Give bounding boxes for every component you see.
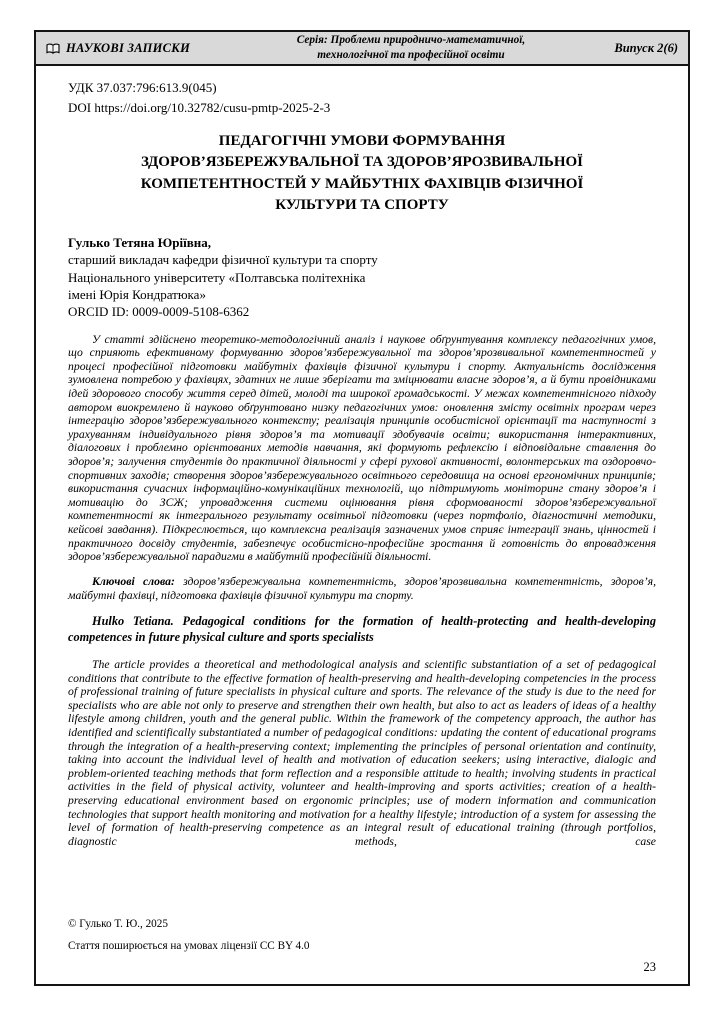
udk-line: УДК 37.037:796:613.9(045) xyxy=(68,80,217,95)
author-position: старший викладач кафедри фізичної культури та спорту xyxy=(68,252,378,268)
article-title xyxy=(68,131,656,216)
series-title-line2: технологічної та професійної освіти xyxy=(317,49,505,61)
author-name: Гулько Тетяна Юріївна, xyxy=(68,235,211,251)
page-frame xyxy=(34,30,690,986)
keywords-text: здоров’язбережувальна компетентність, здоров’ярозвивальна компетентність, здоров’я, майбутні фахівці, підготовка фахівців фізичної культури та спорту. xyxy=(68,575,656,602)
author-affiliation-line1: Національного університету «Полтавська політехніка xyxy=(68,269,366,285)
author-block xyxy=(68,234,656,320)
article-meta xyxy=(68,78,656,117)
series-title-line1: Серія: Проблеми природничо-математичної, xyxy=(296,34,526,47)
issue-number: Випуск 2(6) xyxy=(614,40,678,55)
english-title: Hulko Tetiana. Pedagogical conditions for the formation of health-protecting and health-developing competences in future physical culture and sports specialists xyxy=(68,614,656,644)
doi-line: DOI https://doi.org/10.32782/cusu-pmtp-2025-2-3 xyxy=(68,99,331,115)
series-title xyxy=(226,33,596,63)
keywords-label: Ключові слова: xyxy=(92,575,175,589)
keywords-paragraph xyxy=(68,575,656,602)
article-title-line: КОМПЕТЕНТНОСТЕЙ У МАЙБУТНІХ ФАХІВЦІВ ФІЗИЧНОЇ xyxy=(140,175,584,192)
abstract-english: The article provides a theoretical and methodological analysis and scientific substantiation of a set of pedagogical conditions that contribute to the effective formation of health-preserving and health-developing competencies in the process of professional training of future specialists in physical culture and sports. The relevance of the study is due to the need for specialists who are able not only to preserve and strengthen their own health, but also to act as leaders of ideas of a healthy lifestyle among children, youth and the general public. Within the framework of the competency approach, the author has identified and scientifically substantiated a number of pedagogical conditions: updating the content of educational programs through the integration of a health-preserving context; implementing the principles of personal orientation and continuity, taking into account the individual level of health and motivation of education seekers; using interactive, dialogic and problem-oriented teaching methods that form reflection and a responsible attitude to health; involving students in practical activities in the field of physical activity, volunteer and health-improving and sports activities; creation of a health-preserving educational environment based on ergonomic principles; use of modern information and communication technologies that support health monitoring and motivation for a healthy lifestyle; introduction of a system for assessing the level of formation of health-preserving competence as an integral result of educational training (through portfolios, diagnostic methods, case xyxy=(68,658,656,848)
article-title-line: ПЕДАГОГІЧНІ УМОВИ ФОРМУВАННЯ xyxy=(218,133,506,149)
abstract-ukrainian: У статті здійснено теоретико-методологічний аналіз і наукове обґрунтування комплексу педагогічних умов, що сприяють ефективному формуванню здоров’язбережувальної та здоров’ярозвивальної компетентностей у процесі професійної підготовки майбутніх фахівців фізичної культури і спорту. Актуальність дослідження зумовлена потребою у фахівцях, здатних не лише зберігати та зміцнювати власне здоров’я, а й бути провідниками ідей здорового способу життя серед дітей, молоді та широкої громадськості. У межах компетентнісного підходу автором виокремлено й науково обґрунтовано низку педагогічних умов: оновлення змісту освітніх програм через інтеграцію здоров’язбережувального контексту; реалізація принципів особистісної орієнтації та наступності з урахуванням індивідуального рівня здоров’я та мотивації здобувачів освіти; використання інтерактивних, діалогових і проблемно орієнтованих методів навчання, які формують рефлексію і відповідальне ставлення до здоров’я; залучення студентів до практичної діяльності у сфері рухової активності, волонтерських та оздоровчо-спортивних заходів; створення здоров’язбережувального освітнього середовища на основі ергономічних принципів; використання сучасних інформаційно-комунікаційних технологій, що підтримують моніторинг стану здоров’я і мотивацію до ЗСЖ; упровадження системи оцінювання рівня сформованості здоров’язбережувальної компетентності як інтегрального результату освітньої підготовки (через портфоліо, діагностичні методики, кейсові завдання). Підкреслюється, що комплексна реалізація зазначених умов сприяє інтеграції знань, цінностей і практичного досвіду студентів, забезпечує особистісно-професійне зростання й готовність до впровадження здоров’язбережувальної парадигми в майбутній професійній діяльності. xyxy=(68,332,656,564)
copyright-line: © Гулько Т. Ю., 2025 xyxy=(68,917,168,930)
license-line: Стаття поширюється на умовах ліцензії CC BY 4.0 xyxy=(68,940,310,953)
article-title-line: ЗДОРОВ’ЯЗБЕРЕЖУВАЛЬНОЇ ТА ЗДОРОВ’ЯРОЗВИВАЛЬНОЇ xyxy=(140,154,583,171)
article-content xyxy=(36,66,688,930)
journal-name: НАУКОВІ ЗАПИСКИ xyxy=(66,40,191,55)
footer-block xyxy=(68,917,309,954)
author-affiliation-line2: імені Юрія Кондратюка» xyxy=(68,287,206,303)
page-number: 23 xyxy=(643,960,656,974)
journal-brand xyxy=(46,41,226,56)
journal-header xyxy=(36,32,688,66)
article-title-line: КУЛЬТУРИ ТА СПОРТУ xyxy=(275,196,449,213)
author-orcid: ORCID ID: 0009-0009-5108-6362 xyxy=(68,304,250,320)
book-icon xyxy=(46,43,60,55)
